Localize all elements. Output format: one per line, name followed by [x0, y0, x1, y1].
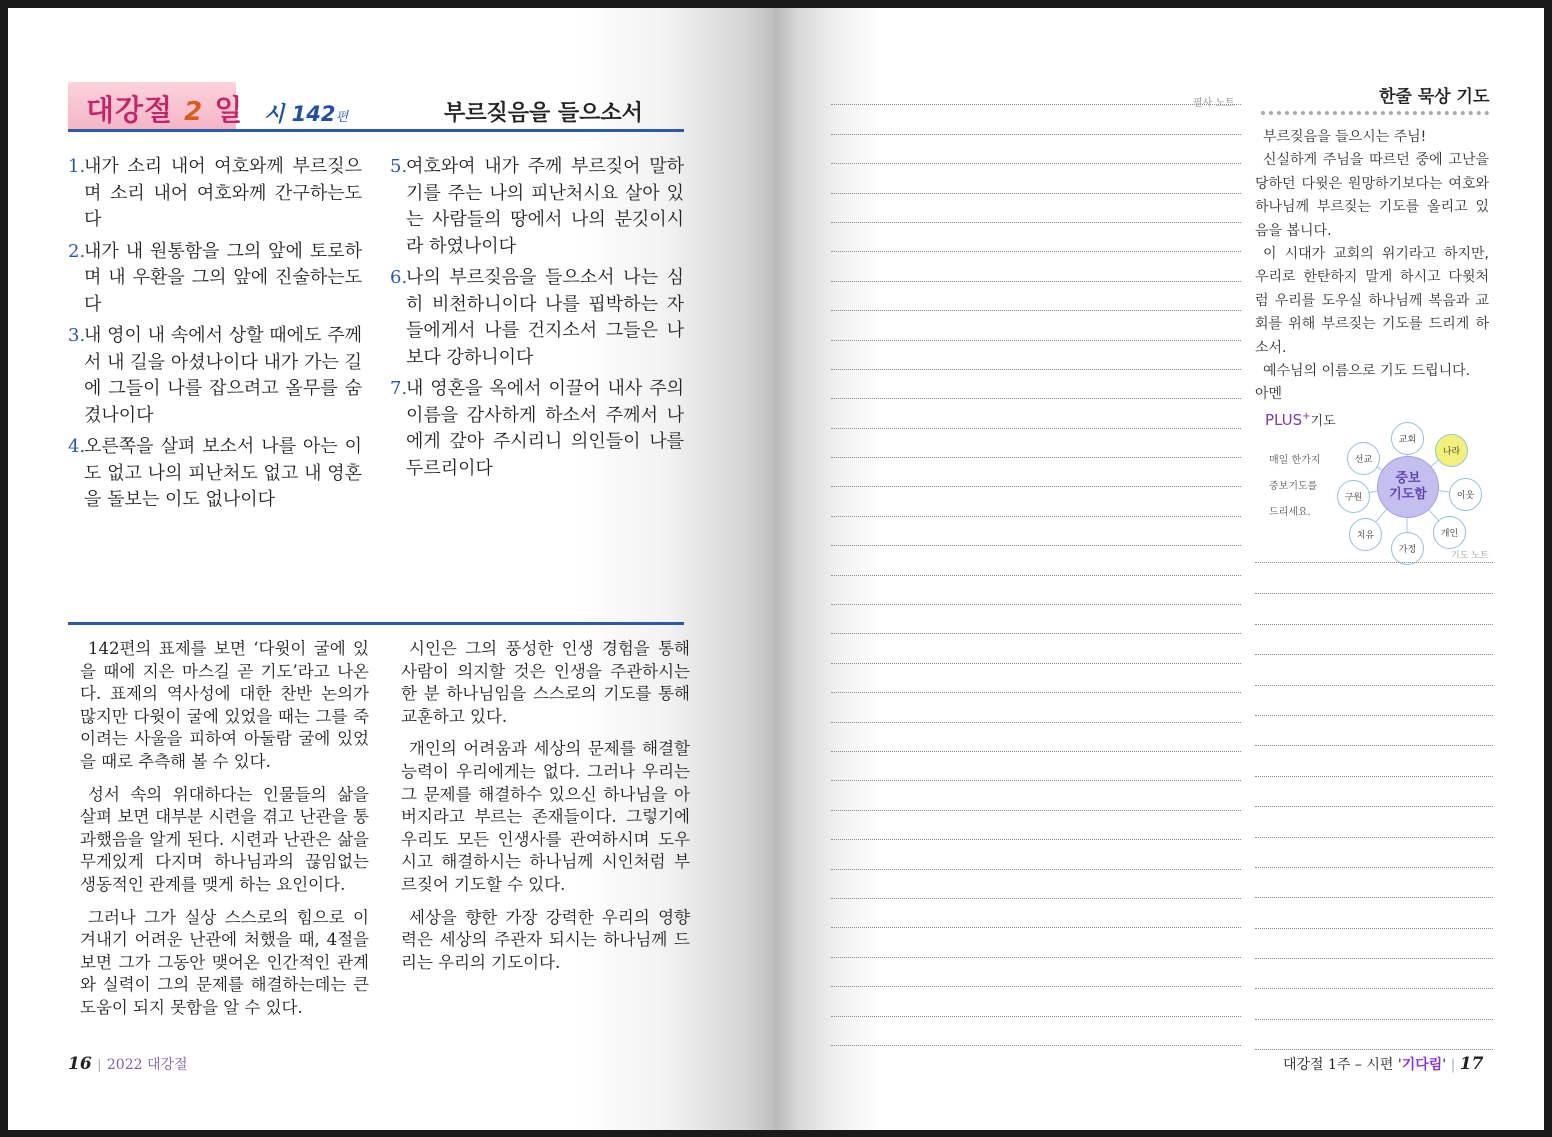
verse-number: 1. [68, 156, 86, 177]
writing-line [1255, 655, 1493, 685]
verse-number: 4. [68, 436, 86, 457]
prayer-text [1255, 126, 1489, 407]
diagram-center: 중보 기도함 [1377, 456, 1439, 518]
right-page [775, 8, 1544, 1130]
writing-line [1255, 807, 1493, 837]
footer-book-title: 2022 대강절 [106, 1057, 188, 1073]
writing-line [1255, 716, 1493, 746]
writing-line [831, 840, 1241, 869]
badge-day-suffix: 일 [214, 93, 244, 127]
writing-line [831, 811, 1241, 840]
commentary-paragraph: 세상을 향한 가장 강력한 우리의 영향력은 세상의 주관자 되시는 하나님께 드리는 우리의 기도이다. [401, 907, 690, 972]
diagram-item-mission: 선교 [1347, 442, 1380, 475]
writing-line [831, 370, 1241, 399]
psalm-reference: 시 142편 [264, 102, 348, 126]
commentary [80, 638, 690, 1020]
writing-line [831, 76, 1241, 105]
commentary-paragraph: 142편의 표제를 보면 ‘다윗이 굴에 있을 때에 지은 마스길 곧 기도’라고 나온다. 표제의 역사성에 대한 찬반 논의가 많지만 다윗이 굴에 있었을 때는 그를 죽이려는 사울을 피하여 아둘람 굴에 있었을 때로 추측해 볼 수 있다. [80, 639, 369, 771]
verse [390, 154, 684, 260]
writing-line [1255, 1020, 1493, 1050]
commentary-paragraph: 개인의 어려움과 세상의 문제를 해결할 능력이 우리에게는 없다. 그러나 우리는 그 문제를 해결하수 있으신 하나님을 아버지라고 부르는 존재들이다. 그렇기에 우리도 모든 인생사를 관여하시며 도우시고 해결하시는 하나님께 시인처럼 부르짖어 기도할 수 있다. [401, 739, 690, 894]
writing-line [831, 487, 1241, 516]
verse [68, 434, 362, 514]
commentary-paragraph: 그러나 그가 실상 스스로의 힘으로 이겨내기 어려운 난관에 처했을 때, 4절을 보면 그가 그동안 맺어온 인간적인 관계와 실력이 그의 문제를 해결하는데는 큰 도움이 되지 못함을 알 수 있다. [80, 907, 369, 1017]
verse-text: 나의 부르짖음을 들으소서 나는 심히 비천하니이다 나를 핍박하는 자들에게서 나를 건지소서 그들은 나보다 강하니이다 [406, 267, 684, 368]
diagram-item-family: 가정 [1391, 532, 1424, 565]
prayer-divider [1261, 111, 1489, 115]
writing-line [831, 517, 1241, 546]
diagram-item-nation: 나라 [1435, 434, 1468, 467]
writing-line [1255, 929, 1493, 959]
page-number: 17 [1459, 1054, 1484, 1074]
prayer-line: 신실하게 주님을 따르던 중에 고난을 당하던 다윗은 원망하기보다는 여호와 하나님께 부르짖는 기도를 올리고 있음을 봅니다. [1255, 152, 1489, 239]
verse [390, 265, 684, 371]
writing-line [831, 311, 1241, 340]
footer-quote-close: ' [1442, 1057, 1447, 1073]
page-footer-right [1283, 1054, 1483, 1074]
writing-line [1255, 868, 1493, 898]
prayer-title: 한줄 묵상 기도 [1379, 87, 1490, 107]
writing-line [831, 399, 1241, 428]
writing-line [831, 958, 1241, 987]
commentary-paragraph: 성서 속의 위대하다는 인물들의 삶을 살펴 보면 대부분 시련을 겪고 난관을 통과했음을 알게 된다. 시련과 난관은 삶을 무게있게 다지며 하나님과의 끊임없는 생동적인 관계를 맺게 하는 요인이다. [80, 784, 369, 894]
prayer-line: 예수님의 이름으로 기도 드립니다. [1263, 363, 1471, 380]
prayer-amen: 아멘 [1255, 386, 1283, 403]
writing-line [831, 605, 1241, 634]
writing-line [831, 105, 1241, 134]
verse-text: 내 영혼을 옥에서 이끌어 내사 주의 이름을 감사하게 하소서 주께서 나에게 갚아 주시리니 의인들이 나를 두르리이다 [406, 378, 684, 479]
verse [390, 376, 684, 482]
footer-series: 대강절 1주 – 시편 ' [1283, 1057, 1402, 1073]
verse-text: 내가 소리 내어 여호와께 부르짖으며 소리 내어 여호와께 간구하는도다 [84, 156, 362, 230]
verse-number: 5. [390, 156, 408, 177]
diagram-item-salvation: 구원 [1337, 480, 1370, 513]
verse-number: 3. [68, 325, 86, 346]
plus-prayer-heading: PLUS+기도 [1265, 411, 1336, 429]
verse-text: 여호와여 내가 주께 부르짖어 말하기를 주는 나의 피난처시요 살아 있는 사람들의 땅에서 나의 분깃이시라 하였나이다 [406, 156, 684, 257]
prayer-note-divider [1255, 562, 1493, 563]
writing-line [831, 458, 1241, 487]
writing-line [1255, 625, 1493, 655]
verse [68, 323, 362, 429]
prayer-note-lines [1255, 564, 1493, 1050]
prayer-line: 이 시대가 교회의 위기라고 하지만, 우리로 한탄하지 말게 하시고 다윗처럼 우리를 도우실 하나님께 복음과 교회를 위해 부르짖는 기도를 드리게 하소서. [1255, 246, 1489, 356]
diagram-item-individual: 개인 [1433, 516, 1466, 549]
left-page [8, 8, 775, 1130]
writing-line [831, 664, 1241, 693]
writing-line [831, 781, 1241, 810]
scripture-verses [68, 154, 684, 514]
footer-separator: | [1450, 1057, 1456, 1073]
verse-number: 6. [390, 267, 408, 288]
verse-number: 7. [390, 378, 408, 399]
verse-number: 2. [68, 240, 86, 262]
commentary-paragraph: 시인은 그의 풍성한 인생 경험을 통해 사람이 의지할 것은 인생을 주관하시는 한 분 하나님임을 스스로의 기도를 통해 교훈하고 있다. [401, 639, 690, 726]
diagram-item-neighbor: 이웃 [1449, 478, 1482, 511]
diagram-item-healing: 치유 [1349, 518, 1382, 551]
badge-season: 대강절 [86, 93, 174, 127]
verse [68, 154, 362, 234]
writing-line [1255, 898, 1493, 928]
writing-line [1255, 959, 1493, 989]
page-number: 16 [68, 1054, 92, 1074]
writing-line [1255, 777, 1493, 807]
writing-line [831, 135, 1241, 164]
writing-line [831, 341, 1241, 370]
page-footer-left [68, 1054, 188, 1074]
writing-line [831, 252, 1241, 281]
transcription-lines [831, 76, 1241, 1046]
page-title: 부르짖음을 들으소서 [444, 101, 643, 126]
writing-line [831, 194, 1241, 223]
footer-theme: 기다림 [1401, 1057, 1443, 1073]
day-badge [68, 82, 244, 130]
writing-line [831, 546, 1241, 575]
prayer-line: 부르짖음을 들으시는 주님! [1263, 129, 1427, 145]
verse [68, 239, 362, 319]
writing-line [1255, 594, 1493, 624]
writing-line [1255, 838, 1493, 868]
writing-line [831, 576, 1241, 605]
footer-separator: | [97, 1058, 102, 1073]
writing-line [831, 723, 1241, 752]
writing-line [831, 282, 1241, 311]
section-divider [68, 622, 684, 625]
transcription-note-label: 필사 노트 [1193, 98, 1235, 109]
plus-prayer-description: 매일 한가지 중보기도를 드리세요. [1269, 455, 1321, 518]
verse-text: 내가 내 원통함을 그의 앞에 토로하며 내 우환을 그의 앞에 진술하는도다 [84, 240, 362, 315]
writing-line [831, 928, 1241, 957]
writing-line [1255, 989, 1493, 1019]
writing-line [1255, 746, 1493, 776]
verse-text: 내 영이 내 속에서 상할 때에도 주께서 내 길을 아셨나이다 내가 가는 길에 그들이 나를 잡으려고 올무를 숨겼나이다 [84, 325, 362, 426]
writing-line [1255, 686, 1493, 716]
writing-line [831, 634, 1241, 663]
writing-line [831, 429, 1241, 458]
writing-line [831, 899, 1241, 928]
header-divider [68, 129, 684, 132]
prayer-note-label: 기도 노트 [1451, 551, 1489, 561]
writing-line [831, 693, 1241, 722]
writing-line [831, 752, 1241, 781]
verse-text: 오른쪽을 살펴 보소서 나를 아는 이도 없고 나의 피난처도 없고 내 영혼을 돌보는 이도 없나이다 [84, 436, 362, 510]
writing-line [831, 870, 1241, 899]
writing-line [831, 1017, 1241, 1046]
writing-line [831, 164, 1241, 193]
diagram-item-church: 교회 [1391, 422, 1424, 455]
writing-line [1255, 564, 1493, 594]
writing-line [831, 223, 1241, 252]
writing-line [831, 987, 1241, 1016]
badge-day-number: 2 [184, 97, 204, 127]
